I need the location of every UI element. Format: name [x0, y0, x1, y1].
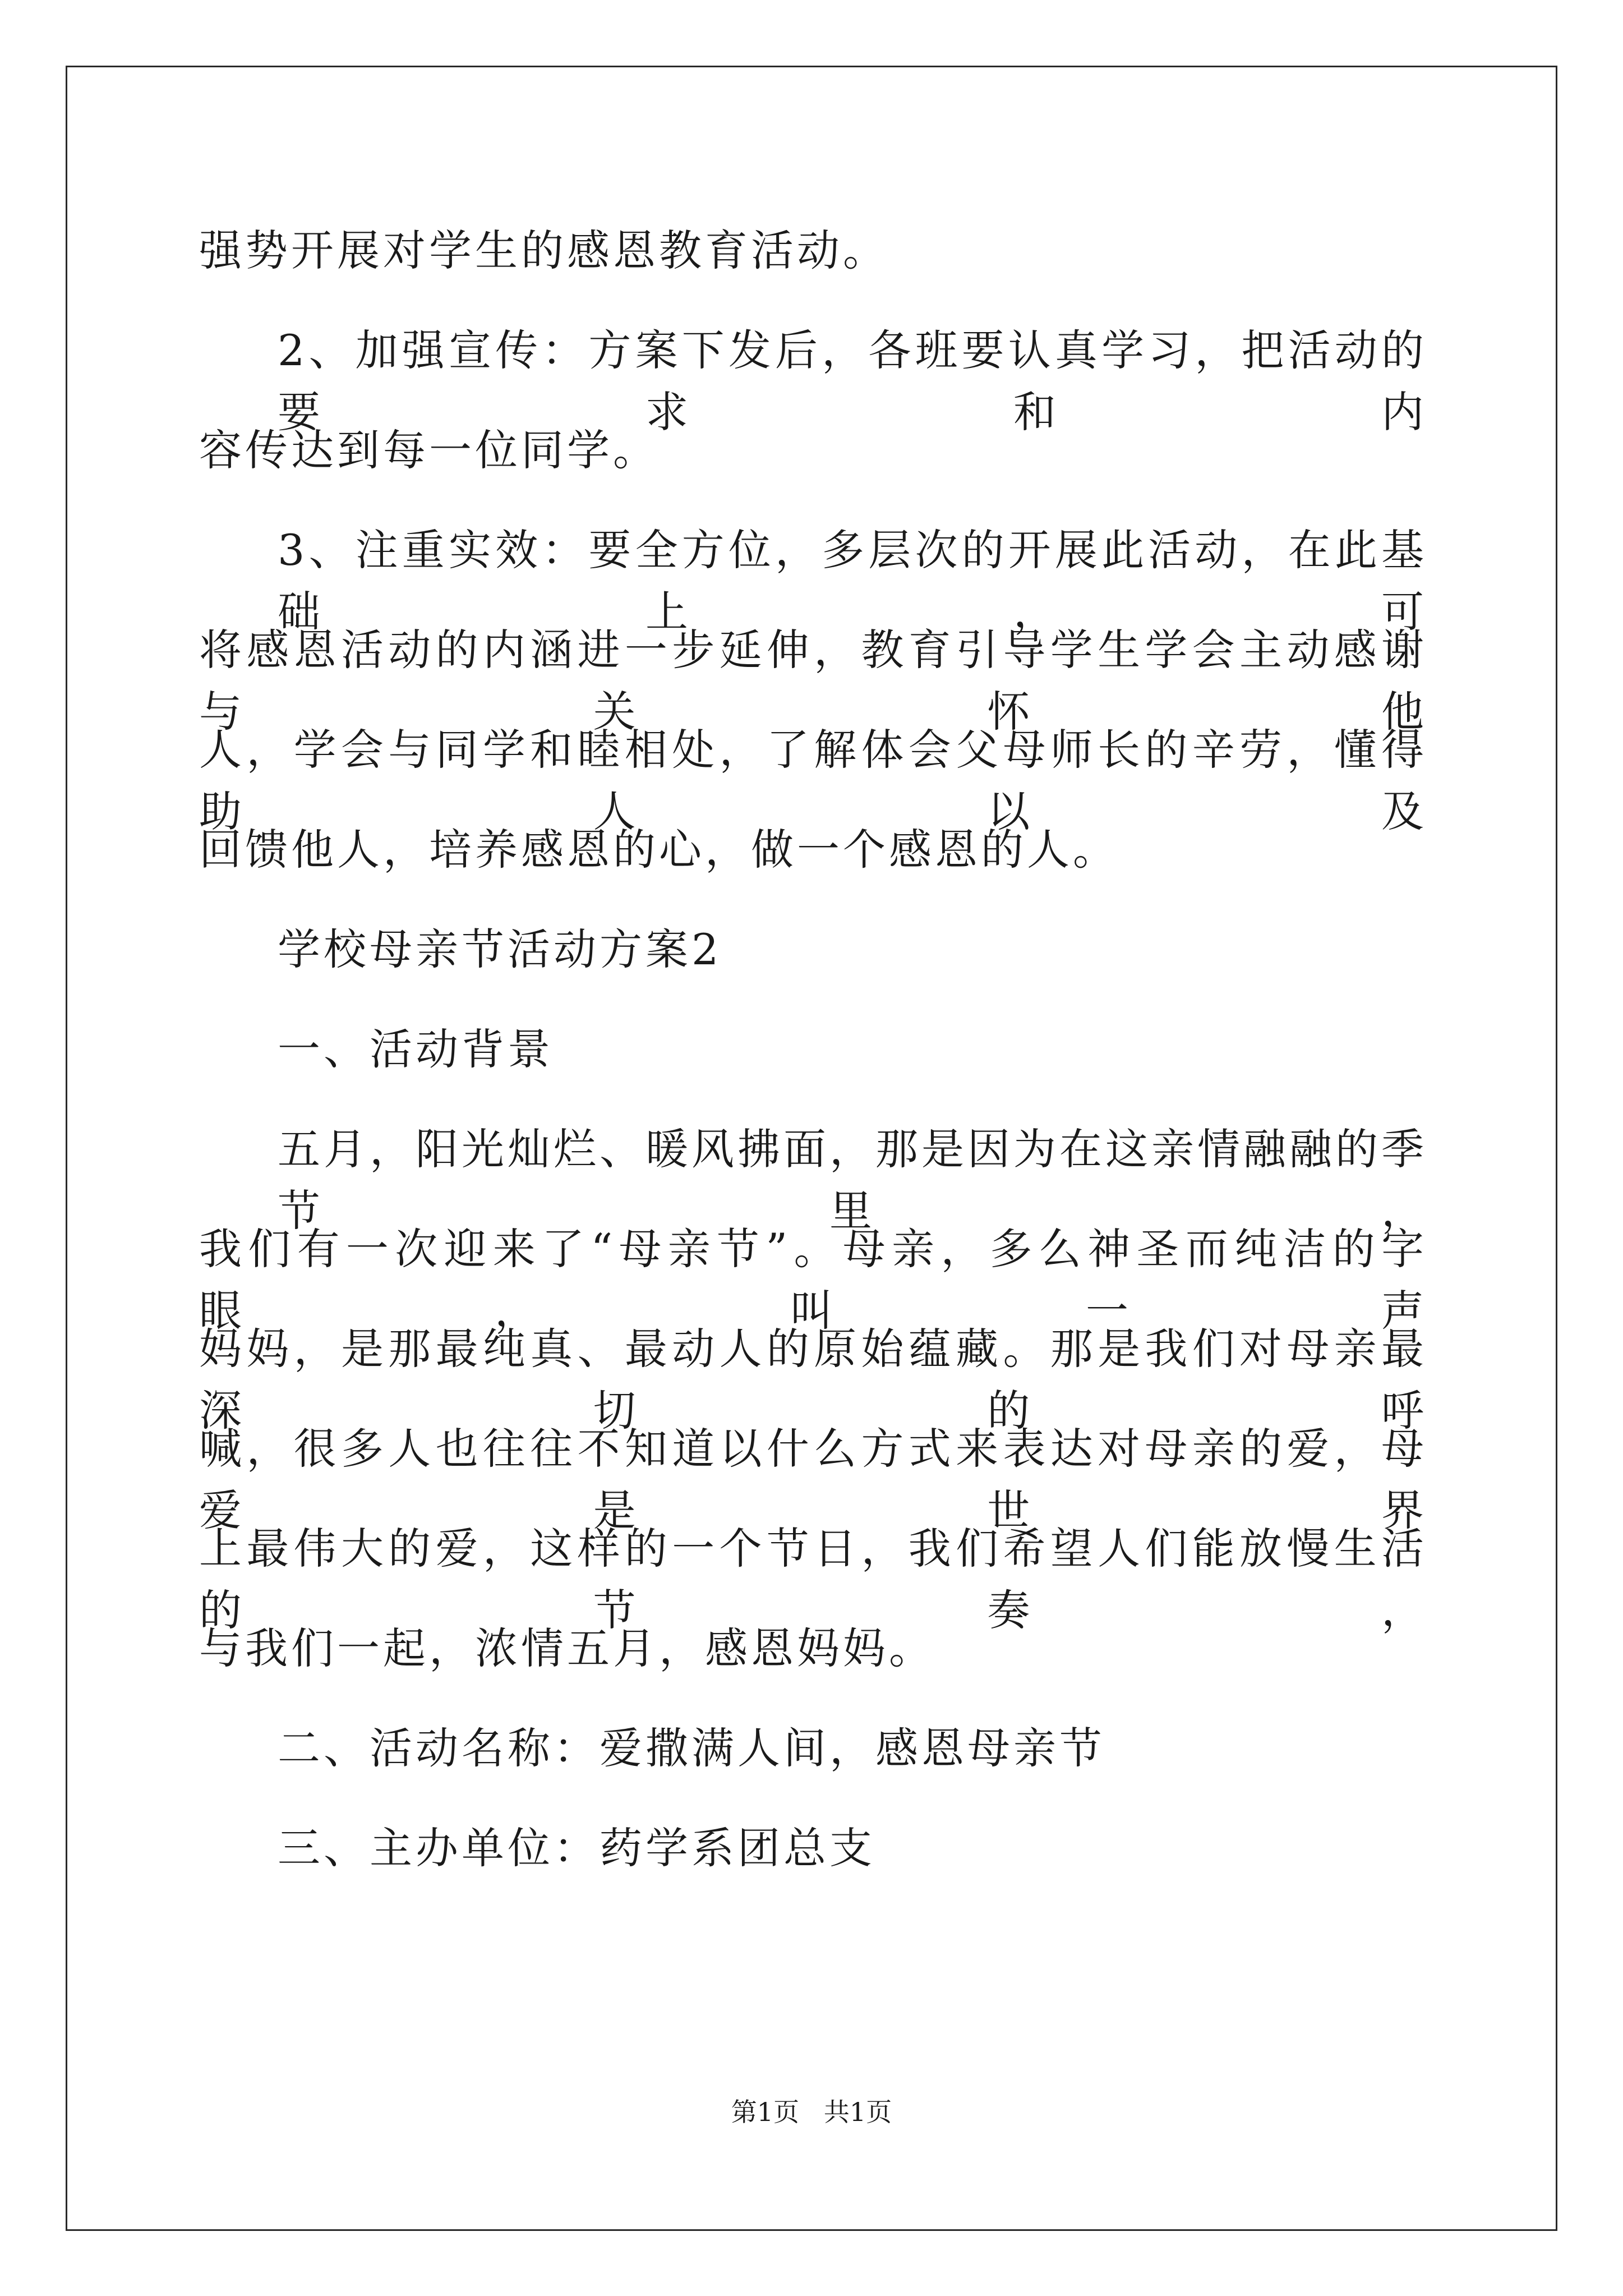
paragraph-line: 我们有一次迎来了“母亲节”。母亲，多么神圣而纯洁的字眼，叫一声	[199, 1224, 1427, 1336]
section-heading: 二、活动名称：爱撒满人间，感恩母亲节	[278, 1723, 1105, 1773]
paragraph-line: 强势开展对学生的感恩教育活动。	[199, 226, 889, 275]
paragraph-line: 回馈他人，培养感恩的心，做一个感恩的人。	[199, 825, 1119, 875]
document-body	[199, 220, 1427, 1917]
section-heading: 一、活动背景	[278, 1024, 554, 1074]
section-title: 学校母亲节活动方案2	[278, 924, 722, 974]
paragraph-line: 3、注重实效：要全方位，多层次的开展此活动，在此基础上，可	[278, 525, 1427, 637]
paragraph-line: 容传达到每一位同学。	[199, 425, 659, 475]
paragraph-line: 妈妈，是那最纯真、最动人的原始蕴藏。那是我们对母亲最深切的呼	[199, 1324, 1427, 1435]
paragraph-line: 上最伟大的爱，这样的一个节日，我们希望人们能放慢生活的节奏，	[199, 1524, 1427, 1635]
paragraph-line: 与我们一起，浓情五月，感恩妈妈。	[199, 1623, 935, 1673]
paragraph-line: 将感恩活动的内涵进一步延伸，教育引导学生学会主动感谢与关怀他	[199, 625, 1427, 737]
paragraph-line: 2、加强宣传：方案下发后，各班要认真学习，把活动的要求和内	[278, 325, 1427, 437]
page-number-footer: 第1页 共1页	[731, 2097, 892, 2127]
section-heading: 三、主办单位：药学系团总支	[278, 1823, 875, 1873]
paragraph-line: 人，学会与同学和睦相处，了解体会父母师长的辛劳，懂得助人以及	[199, 725, 1427, 836]
paragraph-line: 五月，阳光灿烂、暖风拂面，那是因为在这亲情融融的季节里，	[278, 1124, 1427, 1236]
paragraph-line: 喊，很多人也往往不知道以什么方式来表达对母亲的爱，母爱是世界	[199, 1424, 1427, 1535]
